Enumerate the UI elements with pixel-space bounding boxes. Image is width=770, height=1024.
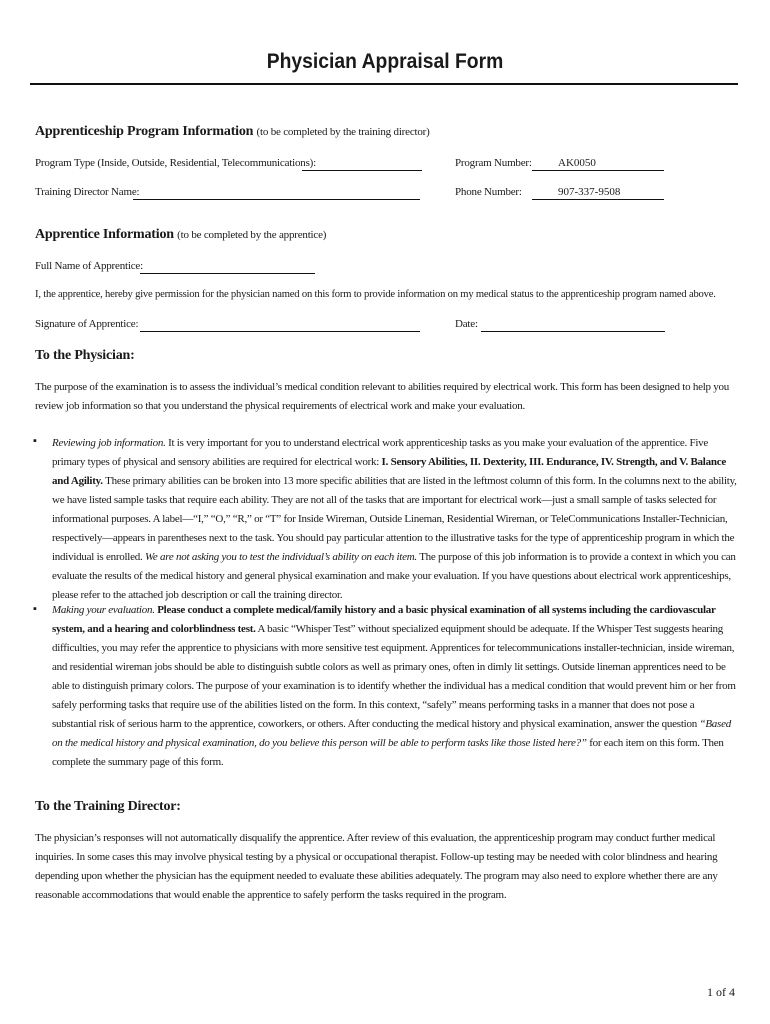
reviewing-not-testing-note: We are not asking you to test the individual’s ability on each item. <box>144 551 417 563</box>
permission-statement: I, the apprentice, hereby give permission for the physician named on this form to provide information on my medical status to the apprenticeship program named above. <box>35 289 716 300</box>
program-type-value <box>302 157 304 169</box>
signature-label: Signature of Apprentice: <box>35 318 139 330</box>
date-value <box>481 318 483 330</box>
reviewing-job-info-paragraph <box>52 434 738 605</box>
program-type-label: Program Type (Inside, Outside, Residential, Telecommunications): <box>35 157 316 169</box>
bullet-icon: ▪ <box>33 435 37 447</box>
program-info-heading <box>35 124 430 140</box>
director-name-value <box>133 186 135 198</box>
reviewing-abilities-list: I. Sensory Abilities, II. Dexterity, III. Endurance, IV. Strength, and V. Balance and Agility. <box>52 456 726 487</box>
program-info-note: (to be completed by the training director) <box>256 126 430 138</box>
title-rule <box>30 83 738 85</box>
program-number-field[interactable] <box>532 157 664 171</box>
program-number-value: AK0050 <box>558 157 596 169</box>
phone-number-label: Phone Number: <box>455 186 522 198</box>
physician-intro: The purpose of the examination is to assess the individual’s medical condition relevant to abilities required by electrical work. This form has been designed to help you review job information so that you understand the physical requirements of electrical work and make your evaluation. <box>35 381 730 412</box>
director-name-label: Training Director Name: <box>35 186 140 198</box>
training-director-paragraph: The physician’s responses will not automatically disqualify the apprentice. After review of this evaluation, the apprenticeship program may conduct further medical inquiries. In some cases this may involve physical testing by a physical or occupational therapist. Follow-up testing may be needed with color blindness and hearing depending upon whether the physician has the equipment needed to evaluate these abilities adequately. The program may also need to explore whether there are any reasonable accommodations that would enable the apprentice to safely perform the tasks required in the program. <box>35 832 718 901</box>
making-evaluation-lead: Making your evaluation. <box>52 604 155 616</box>
program-number-label: Program Number: <box>455 157 532 169</box>
apprentice-info-note: (to be completed by the apprentice) <box>177 229 327 241</box>
physician-heading: To the Physician: <box>35 348 135 363</box>
making-evaluation-text-1: A basic “Whisper Test” without specialized equipment should be adequate. If the Whisper Test suggests hearing difficulties, you may refer the apprentice to physicians with more sensitive test equipment. Apprentices for telecommunications installer-technician, inside wireman, and residential wireman jobs should be able to distinguish subtle colors as well as primary ones, often in dimly lit settings. Outside lineman apprentices need to be able to distinguish primary colors. The purpose of your examination is to identify whether the individual has a medical condition that would prevent him or her from safely performing tasks that require use of the abilities listed on the form. In this context, “safely” means performing tasks in a manner that does not pose a substantial risk of serious harm to the apprentice, coworkers, or others. After conducting the medical history and physical examination, answer the question <box>52 623 736 730</box>
training-director-heading: To the Training Director: <box>35 799 181 814</box>
making-evaluation-bold: Please conduct a complete medical/family history and a basic physical examination of all systems including the cardiovascular system, and a hearing and colorblindness test. <box>52 604 716 635</box>
date-label: Date: <box>455 318 478 330</box>
reviewing-text-1: It is very important for you to understand electrical work apprenticeship tasks as you make your evaluation of the apprentice. Five primary types of physical and sensory abilities are required for electrical work: <box>52 437 709 468</box>
apprentice-info-heading <box>35 227 326 243</box>
director-name-field[interactable] <box>133 186 420 200</box>
program-type-field[interactable] <box>302 157 422 171</box>
phone-number-field[interactable] <box>532 186 664 200</box>
making-evaluation-text-2: for each item on this form. Then complete the summary page of this form. <box>52 737 724 768</box>
bullet-icon: ▪ <box>33 603 37 615</box>
reviewing-text-2: These primary abilities can be broken into 13 more specific abilities that are listed in the leftmost column of this form. In the columns next to the ability, we have listed sample tasks that require each ability. They are not all of the tasks that are important for electrical work—just a small sample of tasks selected for informational purposes. A label—“I,” “O,” “R,” or “T” for Inside Wireman, Outside Lineman, Residential Wireman, or TeleCommunications Installer-Technician, respectively—appears in parentheses next to the task. You should pay particular attention to the illustrative tasks for the type of apprenticeship program in which the individual is enrolled. <box>52 475 737 563</box>
phone-number-value: 907-337-9508 <box>558 186 621 198</box>
full-name-label: Full Name of Apprentice: <box>35 260 143 272</box>
date-field[interactable] <box>481 318 665 332</box>
full-name-value <box>140 260 142 272</box>
signature-value <box>140 318 142 330</box>
form-title: Physician Appraisal Form <box>266 50 504 73</box>
apprentice-info-heading-text: Apprentice Information <box>35 227 174 242</box>
reviewing-text-3: The purpose of this job information is to provide a context in which you can evaluate the results of the medical history and general physical examination and make your evaluation. If you have questions about electrical work apprenticeships, please refer to the attached job description or call the training director. <box>52 551 736 601</box>
making-evaluation-paragraph <box>52 601 738 772</box>
signature-field[interactable] <box>140 318 420 332</box>
page-number: 1 of 4 <box>707 985 735 999</box>
program-info-heading-text: Apprenticeship Program Information <box>35 124 254 139</box>
full-name-field[interactable] <box>140 260 315 274</box>
reviewing-job-info-lead: Reviewing job information. <box>52 437 166 449</box>
making-evaluation-question: “Based on the medical history and physical examination, do you believe this person will be able to perform tasks like those listed here?” <box>52 718 731 749</box>
